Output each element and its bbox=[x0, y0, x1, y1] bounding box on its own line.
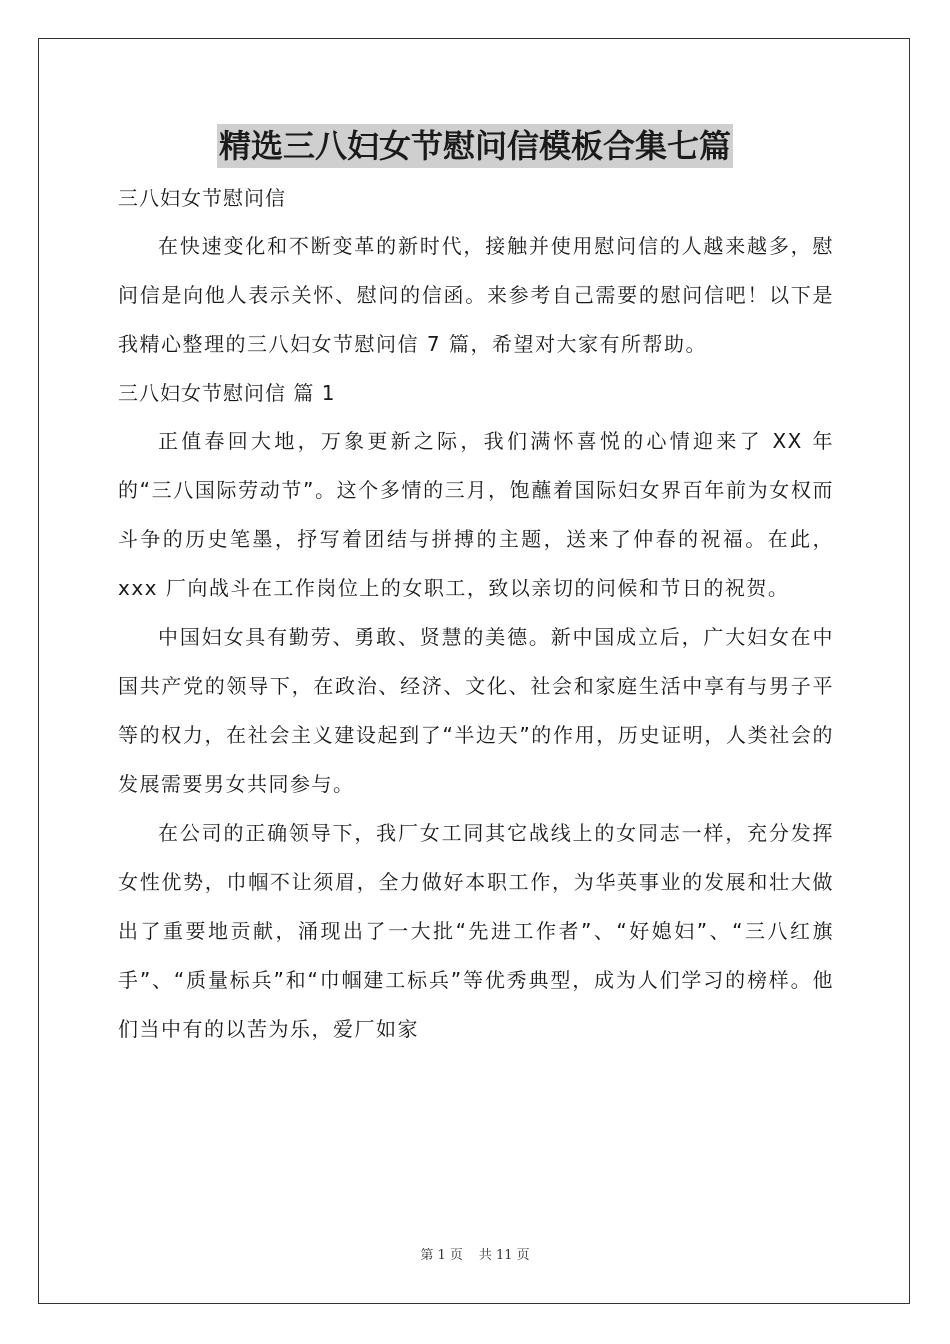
page-footer bbox=[0, 1244, 950, 1263]
document-body bbox=[118, 180, 834, 1054]
title-container bbox=[0, 124, 950, 168]
document-title: 精选三八妇女节慰问信模板合集七篇 bbox=[217, 124, 733, 168]
page-number: 第 1 页 bbox=[420, 1248, 463, 1263]
body-paragraph-1: 正值春回大地，万象更新之际，我们满怀喜悦的心情迎来了 XX 年的“三八国际劳动节”。这个多情的三月，饱蘸着国际妇女界百年前为女权而斗争的历史笔墨，抒写着团结与拼搏的主题，送来了仲春的祝福。在此，xxx 厂向战斗在工作岗位上的女职工，致以亲切的问候和节日的祝贺。 bbox=[118, 429, 834, 600]
body-paragraph-3: 在公司的正确领导下，我厂女工同其它战线上的女同志一样，充分发挥女性优势，巾帼不让须眉，全力做好本职工作，为华英事业的发展和壮大做出了重要地贡献，涌现出了一大批“先进工作者”、“好媳妇”、“三八红旗手”、“质量标兵”和“巾帼建工标兵”等优秀典型，成为人们学习的榜样。他们当中有的以苦为乐，爱厂如家 bbox=[118, 821, 834, 1041]
body-paragraph-2: 中国妇女具有勤劳、勇敢、贤慧的美德。新中国成立后，广大妇女在中国共产党的领导下，在政治、经济、文化、社会和家庭生活中享有与男子平等的权力，在社会主义建设起到了“半边天”的作用，历史证明，人类社会的发展需要男女共同参与。 bbox=[118, 625, 834, 796]
total-pages: 共 11 页 bbox=[478, 1248, 530, 1263]
intro-heading: 三八妇女节慰问信 bbox=[118, 186, 286, 210]
intro-paragraph: 在快速变化和不断变革的新时代，接触并使用慰问信的人越来越多，慰问信是向他人表示关怀、慰问的信函。来参考自己需要的慰问信吧！以下是我精心整理的三八妇女节慰问信 7 篇，希望对大家有所帮助。 bbox=[118, 234, 834, 356]
section-heading: 三八妇女节慰问信 篇 1 bbox=[118, 381, 336, 405]
